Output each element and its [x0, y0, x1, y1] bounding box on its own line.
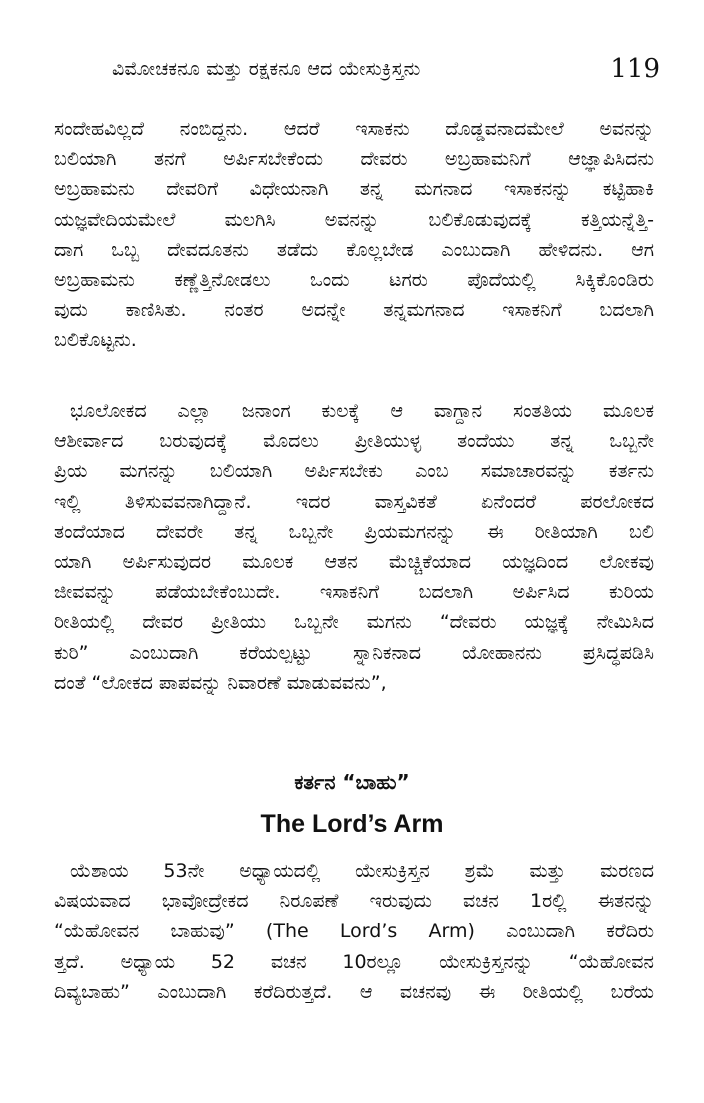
text-line: ಪ್ರಿಯ ಮಗನನ್ನು ಬಲಿಯಾಗಿ ಅರ್ಪಿಸಬೇಕು ಎಂಬ ಸಮಾಚಾರವನ್ನು ಕರ್ತನು [54, 460, 654, 483]
section-heading-english: The Lord’s Arm [260, 810, 444, 838]
running-head: ವಿಮೋಚಕನೂ ಮತ್ತು ರಕ್ಷಕನೂ ಆದ ಯೇಸುಕ್ರಿಸ್ತನು [112, 58, 421, 80]
text-line: ರೀತಿಯಲ್ಲಿ ದೇವರ ಪ್ರೀತಿಯು ಒಬ್ಬನೇ ಮಗನು “ದೇವರು ಯಜ್ಞಕ್ಕೆ ನೇಮಿಸಿದ [54, 611, 654, 634]
paragraph-1 [54, 114, 654, 356]
text-line: ಅಬ್ರಹಾಮನು ಕಣ್ಣೆತ್ತಿನೋಡಲು ಒಂದು ಟಗರು ಪೊದೆಯಲ್ಲಿ ಸಿಕ್ಕಿಕೊಂಡಿರು [54, 268, 654, 291]
text-line: ಬಲಿಯಾಗಿ ತನಗೆ ಅರ್ಪಿಸಬೇಕೆಂದು ದೇವರು ಅಬ್ರಹಾಮನಿಗೆ ಆಜ್ಞಾಪಿಸಿದನು [54, 148, 654, 171]
section-heading: ಕರ್ತನ “ಬಾಹು” [294, 770, 410, 794]
text-line: ಇಲ್ಲಿ ತಿಳಿಸುವವನಾಗಿದ್ದಾನೆ. ಇದರ ವಾಸ್ತವಿಕತೆ ಏನೆಂದರೆ ಪರಲೋಕದ [54, 490, 654, 513]
text-line: ಬಲಿಕೊಟ್ಟನು. [54, 329, 137, 352]
paragraph-3 [54, 856, 654, 1007]
text-line: ದಾಗ ಒಬ್ಬ ದೇವದೂತನು ತಡೆದು ಕೊಲ್ಲಬೇಡ ಎಂಬುದಾಗಿ ಹೇಳಿದನು. ಆಗ [54, 238, 654, 261]
text-line: ಅಬ್ರಹಾಮನು ದೇವರಿಗೆ ವಿಧೇಯನಾಗಿ ತನ್ನ ಮಗನಾದ ಇಸಾಕನನ್ನು ಕಟ್ಟಿಹಾಕಿ [54, 178, 654, 201]
text-line: ಯೆಶಾಯ 53ನೇ ಅಧ್ಯಾಯದಲ್ಲಿ ಯೇಸುಕ್ರಿಸ್ತನ ಶ್ರಮೆ ಮತ್ತು ಮರಣದ [70, 860, 654, 882]
text-line: ತಂದೆಯಾದ ದೇವರೇ ತನ್ನ ಒಬ್ಬನೇ ಪ್ರಿಯಮಗನನ್ನು ಈ ರೀತಿಯಾಗಿ ಬಲಿ [54, 520, 654, 543]
text-line: ದಿವ್ಯಬಾಹು” ಎಂಬುದಾಗಿ ಕರೆದಿರುತ್ತದೆ. ಆ ವಚನವು ಈ ರೀತಿಯಲ್ಲಿ ಬರೆಯ [54, 980, 654, 1003]
text-line: ಕುರಿ” ಎಂಬುದಾಗಿ ಕರೆಯಲ್ಪಟ್ಟು ಸ್ನಾನಿಕನಾದ ಯೋಹಾನನು ಪ್ರಸಿದ್ಧಪಡಿಸಿ [54, 641, 654, 664]
text-line: “ಯೆಹೋವನ ಬಾಹುವು” (The Lord’s Arm) ಎಂಬುದಾಗಿ ಕರೆದಿರು [54, 920, 654, 943]
text-line: ದಂತೆ “ಲೋಕದ ಪಾಪವನ್ನು ನಿವಾರಣೆ ಮಾಡುವವನು”, [54, 671, 387, 694]
paragraph-2 [54, 396, 654, 698]
text-line: ಜೀವವನ್ನು ಪಡೆಯಬೇಕೆಂಬುದೇ. ಇಸಾಕನಿಗೆ ಬದಲಾಗಿ ಅರ್ಪಿಸಿದ ಕುರಿಯ [54, 581, 654, 604]
text-line: ಸಂದೇಹವಿಲ್ಲದೆ ನಂಬಿದ್ದನು. ಆದರೆ ಇಸಾಕನು ದೊಡ್ಡವನಾದಮೇಲೆ ಅವನನ್ನು [54, 118, 654, 140]
text-line: ಯಜ್ಞವೇದಿಯಮೇಲೆ ಮಲಗಿಸಿ ಅವನನ್ನು ಬಲಿಕೊಡುವುದಕ್ಕೆ ಕತ್ತಿಯನ್ನೆತ್ತಿ- [54, 208, 654, 231]
text-line: ವುದು ಕಾಣಿಸಿತು. ನಂತರ ಅದನ್ನೇ ತನ್ನಮಗನಾದ ಇಸಾಕನಿಗೆ ಬದಲಾಗಿ [54, 299, 654, 322]
text-line: ಭೂಲೋಕದ ಎಲ್ಲಾ ಜನಾಂಗ ಕುಲಕ್ಕೆ ಆ ವಾಗ್ದಾನ ಸಂತತಿಯ ಮೂಲಕ [70, 400, 654, 422]
text-line: ಆಶೀರ್ವಾದ ಬರುವುದಕ್ಕೆ ಮೊದಲು ಪ್ರೀತಿಯುಳ್ಳ ತಂದೆಯು ತನ್ನ ಒಬ್ಬನೇ [54, 430, 654, 453]
page-number: 119 [610, 54, 660, 84]
text-line: ಯಾಗಿ ಅರ್ಪಿಸುವುದರ ಮೂಲಕ ಆತನ ಮೆಚ್ಚಿಕೆಯಾದ ಯಜ್ಞದಿಂದ ಲೋಕವು [54, 550, 654, 573]
text-line: ತ್ತದೆ. ಅಧ್ಯಾಯ 52 ವಚನ 10ರಲ್ಲೂ ಯೇಸುಕ್ರಿಸ್ತನನ್ನು “ಯೆಹೋವನ [54, 950, 654, 973]
text-line: ವಿಷಯವಾದ ಭಾವೋದ್ರೇಕದ ನಿರೂಪಣೆ ಇರುವುದು ವಚನ 1ರಲ್ಲಿ ಈತನನ್ನು [54, 890, 654, 913]
page-header [100, 56, 660, 96]
